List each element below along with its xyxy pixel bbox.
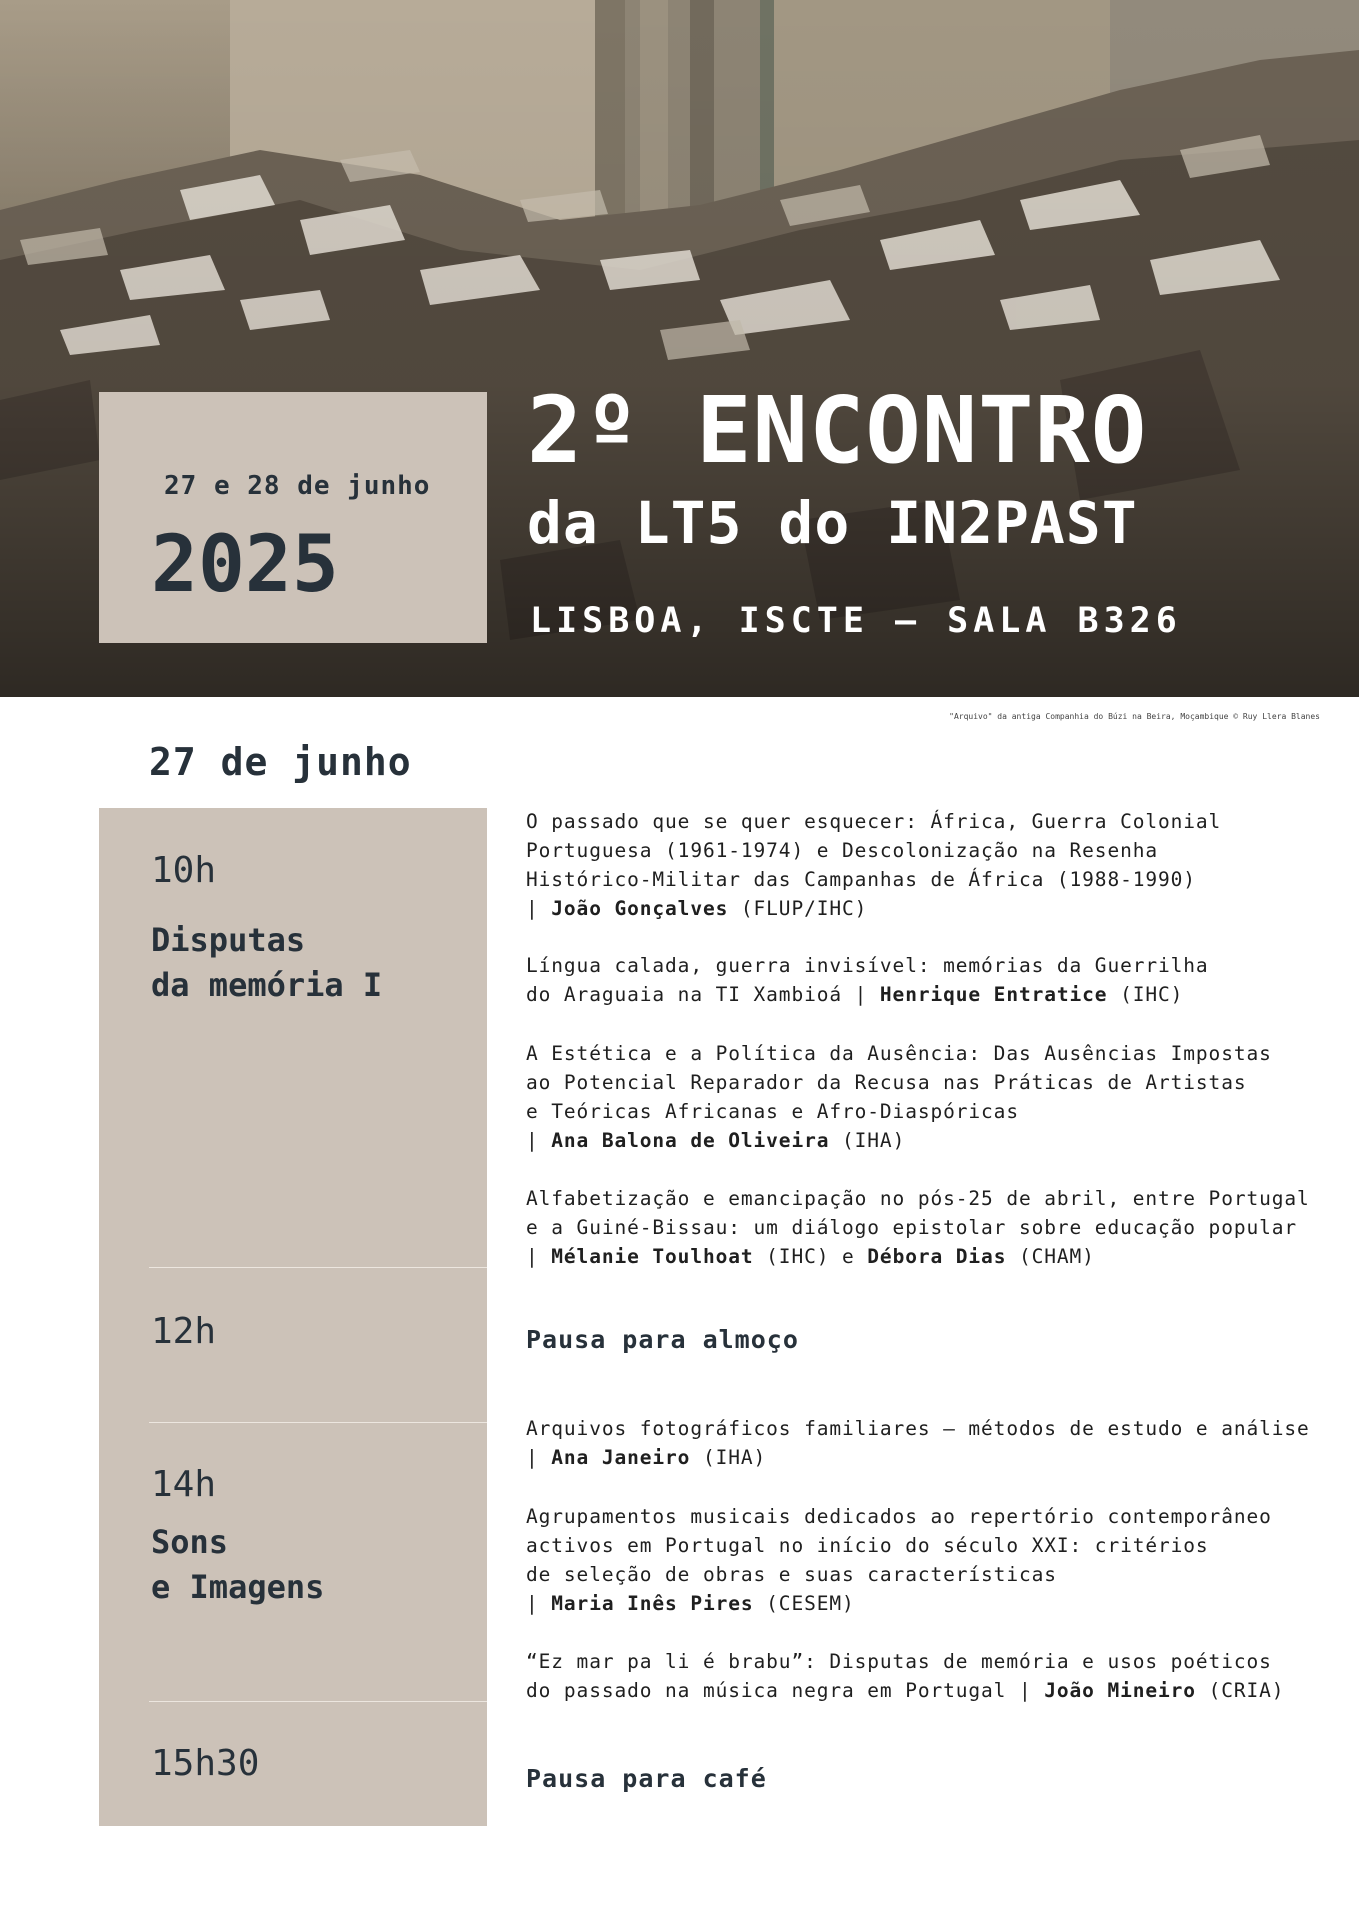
session-title-line: e Imagens [151, 1568, 325, 1606]
divider [149, 1267, 487, 1268]
talk-speaker-line: | João Gonçalves (FLUP/IHC) [526, 897, 868, 920]
speaker-name: Henrique Entratice [879, 983, 1108, 1006]
speaker-name: Maria Inês Pires [551, 1592, 754, 1615]
time-column [99, 808, 487, 1826]
coffee-break: Pausa para café [526, 1764, 767, 1793]
speaker-name: Débora Dias [867, 1245, 1007, 1268]
talk-line: Língua calada, guerra invisível: memórias da Guerrilha [526, 954, 1209, 977]
talk-item [526, 1414, 1326, 1472]
talk-speaker-line: | Ana Janeiro (IHA) [526, 1446, 767, 1469]
talk-speaker-line: do Araguaia na TI Xambioá | Henrique Entratice (IHC) [526, 983, 1184, 1006]
talk-line: Agrupamentos musicais dedicados ao repertório contemporâneo [526, 1505, 1272, 1528]
talk-line: “Ez mar pa li é brabu”: Disputas de memória e usos poéticos [526, 1650, 1272, 1673]
talk-line: Alfabetização e emancipação no pós-25 de abril, entre Portugal [526, 1187, 1310, 1210]
talk-line: Portuguesa (1961-1974) e Descolonização na Resenha [526, 839, 1158, 862]
talk-line: O passado que se quer esquecer: África, Guerra Colonial [526, 810, 1222, 833]
talk-item [526, 807, 1326, 923]
hero-banner [0, 0, 1359, 697]
event-year: 2025 [151, 520, 339, 610]
talk-line: e a Guiné-Bissau: um diálogo epistolar sobre educação popular [526, 1216, 1298, 1239]
talk-line: ao Potencial Reparador da Recusa nas Práticas de Artistas [526, 1071, 1247, 1094]
date-box [99, 392, 487, 643]
talk-item [526, 951, 1326, 1009]
speaker-name: Mélanie Toulhoat [551, 1245, 754, 1268]
event-subtitle: da LT5 do IN2PAST [527, 489, 1138, 557]
speaker-name: Ana Balona de Oliveira [551, 1129, 830, 1152]
photo-credit: "Arquivo" da antiga Companhia do Búzi na Beira, Moçambique © Ruy Llera Blanes [949, 712, 1320, 721]
talk-line: activos em Portugal no início do século XXI: critérios [526, 1534, 1209, 1557]
speaker-name: João Gonçalves [551, 897, 729, 920]
lunch-break: Pausa para almoço [526, 1325, 799, 1354]
talk-line: Arquivos fotográficos familiares – métodos de estudo e análise [526, 1417, 1310, 1440]
session-title [151, 1520, 324, 1610]
talk-item [526, 1184, 1326, 1271]
divider [149, 1422, 487, 1423]
talk-item [526, 1647, 1326, 1705]
session-title-line: da memória I [151, 966, 383, 1004]
divider [149, 1701, 487, 1702]
date-range: 27 e 28 de junho [164, 471, 431, 501]
day-heading: 27 de junho [149, 740, 412, 784]
event-location: LISBOA, ISCTE – SALA B326 [530, 601, 1182, 641]
speaker-name: João Mineiro [1044, 1679, 1196, 1702]
talk-speaker-line: | Ana Balona de Oliveira (IHA) [526, 1129, 906, 1152]
session-title [151, 918, 382, 1008]
talk-item [526, 1502, 1326, 1618]
talk-speaker-line: | Maria Inês Pires (CESEM) [526, 1592, 855, 1615]
slot-time: 10h [151, 850, 217, 891]
session-title-line: Sons [151, 1523, 229, 1561]
slot-time: 12h [151, 1311, 217, 1352]
slot-time: 15h30 [151, 1743, 260, 1784]
talk-line: A Estética e a Política da Ausência: Das Ausências Impostas [526, 1042, 1272, 1065]
talk-item [526, 1039, 1326, 1155]
talk-speaker-line: | Mélanie Toulhoat (IHC) e Débora Dias (CHAM) [526, 1245, 1095, 1268]
speaker-name: Ana Janeiro [551, 1446, 691, 1469]
talk-line: Histórico-Militar das Campanhas de África (1988-1990) [526, 868, 1196, 891]
event-title: 2º ENCONTRO [527, 377, 1148, 484]
talk-line: de seleção de obras e suas características [526, 1563, 1057, 1586]
talk-line: e Teóricas Africanas e Afro-Diaspóricas [526, 1100, 1019, 1123]
session-title-line: Disputas [151, 921, 306, 959]
talk-speaker-line: do passado na música negra em Portugal | João Mineiro (CRIA) [526, 1679, 1285, 1702]
slot-time: 14h [151, 1464, 217, 1505]
